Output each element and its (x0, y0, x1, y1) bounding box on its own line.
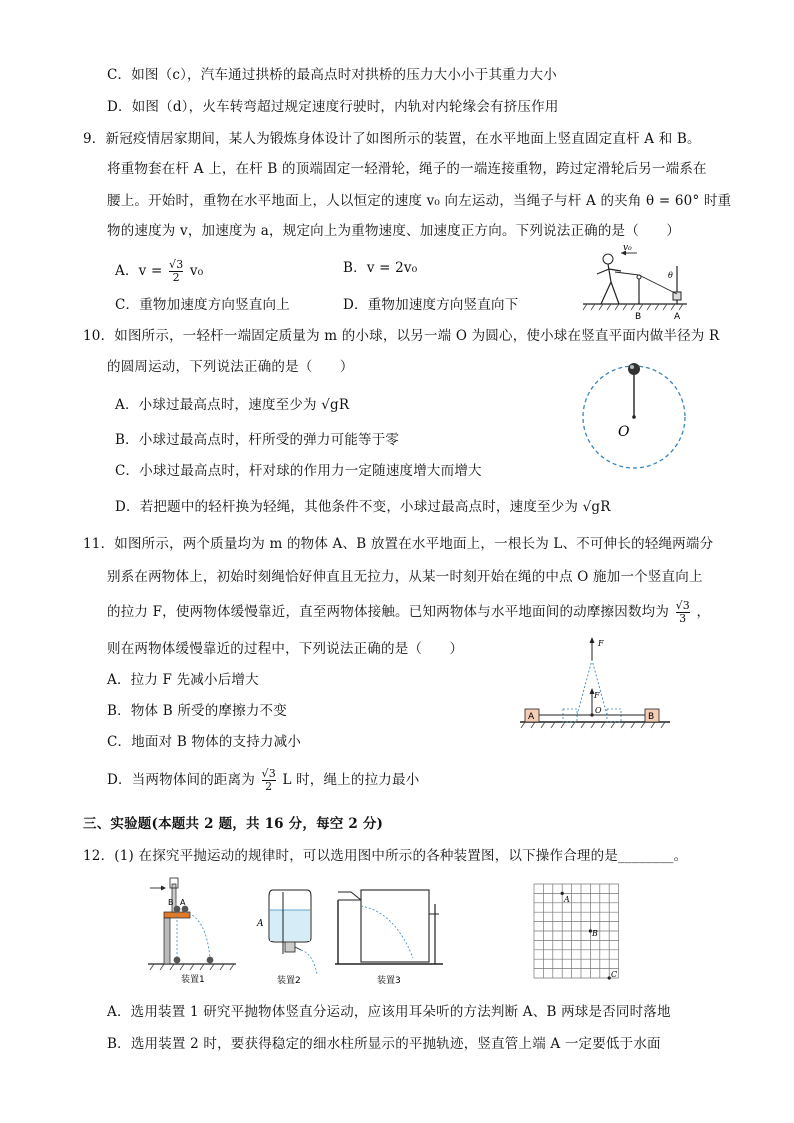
q11-figure (515, 630, 675, 730)
q10-stem-line1: 10．如图所示，一轻杆一端固定质量为 m 的小球，以另一端 O 为圆心，使小球在竖直平面内做半径为 R (83, 328, 720, 344)
q10-option-a: A．小球过最高点时，速度至少为 √gR (115, 397, 350, 413)
q11-fig-f-label: F (594, 691, 600, 700)
q8-option-d: D．如图（d），火车转弯超过规定速度行驶时，内轨对内轮缘会有挤压作用 (107, 99, 559, 115)
q11-mu-numerator: √3 (675, 599, 690, 612)
q12-device3-label: 装置3 (377, 976, 401, 984)
q12-dev1-a-label: A (180, 898, 186, 907)
q10-stem-line2: 的圆周运动，下列说法正确的是（ ） (107, 359, 354, 375)
q9-stem-line2: 将重物套在杆 A 上，在杆 B 的顶端固定一轻滑轮，绳子的一端连接重物，跨过定滑轮后另一端系在 (107, 161, 707, 177)
q11-fig-f-top-label: F (598, 639, 604, 648)
q12-dev1-b-label: B (168, 898, 174, 907)
q9-fig-a-label: A (674, 312, 681, 320)
q11-option-c: C．地面对 B 物体的支持力减小 (107, 734, 302, 750)
q9-option-a-fraction (169, 259, 183, 284)
q12-option-b: B．选用装置 2 时，要获得稳定的细水柱所显示的平抛轨迹，竖直管上端 A 一定要低于水面 (107, 1036, 661, 1052)
q12-grid-figure (532, 880, 628, 982)
q12-grid-a-label: A (564, 895, 570, 904)
q8-option-c: C．如图（c），汽车通过拱桥的最高点时对拱桥的压力大小小于其重力大小 (107, 67, 557, 83)
q11-fig-b-label: B (648, 712, 655, 722)
q11-option-d-denominator: 2 (265, 780, 273, 793)
q9-stem-line4: 物的速度为 v，加速度为 a，规定向上为重物速度、加速度正方向。下列说法正确的是（ ） (107, 223, 681, 239)
q11-stem-line3 (107, 600, 710, 625)
q9-stem-line1: 9．新冠疫情居家期间，某人为锻炼身体设计了如图所示的装置，在水平地面上竖直固定直杆 A 和 B。 (83, 131, 701, 147)
q11-option-d-numerator: √3 (261, 767, 276, 780)
q11-option-a: A．拉力 F 先减小后增大 (107, 672, 259, 688)
q12-stem-line1: 12．(1) 在探究平抛运动的规律时，可以选用图中所示的各种装置图，以下操作合理的是________。 (83, 848, 688, 864)
q11-mu-denominator: 3 (679, 612, 687, 625)
section3-heading: 三、实验题(本题共 2 题，共 16 分，每空 2 分) (83, 816, 384, 832)
q12-grid-b-label: B (592, 929, 598, 938)
q11-fig-a-label: A (528, 712, 535, 722)
q10-option-b: B．小球过最高点时，杆所受的弹力可能等于零 (115, 432, 400, 448)
q12-device2-label: 装置2 (277, 976, 301, 984)
q12-grid-c-label: C (611, 970, 618, 979)
q11-option-d-prefix: D．当两物体间的距离为 (107, 772, 256, 788)
q11-stem-line3-text: 的拉力 F，使两物体缓慢靠近，直至两物体接触。已知两物体与水平地面间的动摩擦因数均为 (107, 604, 670, 620)
q9-option-d: D．重物加速度方向竖直向下 (343, 297, 519, 313)
q9-option-a-suffix: v₀ (189, 263, 204, 279)
q10-figure (575, 358, 693, 476)
q11-option-d-suffix: L 时，绳上的拉力最小 (282, 772, 420, 788)
q10-option-c: C．小球过最高点时，杆对球的作用力一定随速度增大而增大 (115, 463, 482, 479)
q12-device3-figure (335, 884, 450, 984)
q9-fig-theta-label: θ (668, 271, 673, 280)
q11-stem-line2: 别系在两物体上，初始时刻绳恰好伸直且无拉力，从某一时刻开始在绳的中点 O 施加一个竖直向上 (107, 569, 703, 585)
q12-device1-label: 装置1 (181, 975, 205, 984)
q11-stem-line4: 则在两物体缓慢靠近的过程中，下列说法正确的是（ ） (107, 641, 464, 657)
q11-stem-line3-end: ， (696, 604, 711, 620)
q12-dev2-a-label: A (257, 919, 264, 929)
q10-option-d: D．若把题中的轻杆换为轻绳，其他条件不变，小球过最高点时，速度至少为 √gR (115, 499, 611, 515)
q11-option-d-fraction (262, 768, 276, 793)
q12-device1-figure (148, 872, 238, 984)
q9-option-a-numerator: √3 (168, 258, 184, 271)
q12-device2-figure (255, 884, 325, 984)
q9-option-a-denominator: 2 (172, 271, 180, 284)
q10-fig-o-label: O (618, 424, 630, 440)
q9-stem-line3: 腰上。开始时，重物在水平地面上，人以恒定的速度 v₀ 向左运动，当绳子与杆 A 的夹角 θ = 60° 时重 (107, 193, 732, 209)
q11-fig-o-label: O (595, 706, 602, 715)
q9-fig-v0-label: v₀ (623, 244, 632, 253)
q11-stem-line1: 11．如图所示，两个质量均为 m 的物体 A、B 放置在水平地面上，一根长为 L、不可伸长的轻绳两端分 (83, 536, 714, 552)
q12-option-a: A．选用装置 1 研究平抛物体竖直分运动，应该用耳朵听的方法判断 A、B 两球是否同时落地 (107, 1004, 671, 1020)
q9-option-b: B．v = 2v₀ (343, 260, 418, 276)
q9-figure (575, 244, 695, 320)
q11-option-b: B．物体 B 所受的摩擦力不变 (107, 703, 287, 719)
q9-option-a-prefix: A．v = (115, 263, 163, 279)
q11-mu-fraction (676, 600, 690, 625)
q9-option-c: C．重物加速度方向竖直向上 (115, 297, 290, 313)
q9-option-a (115, 259, 203, 284)
q9-fig-b-label: B (635, 312, 642, 320)
q11-option-d (107, 768, 419, 793)
